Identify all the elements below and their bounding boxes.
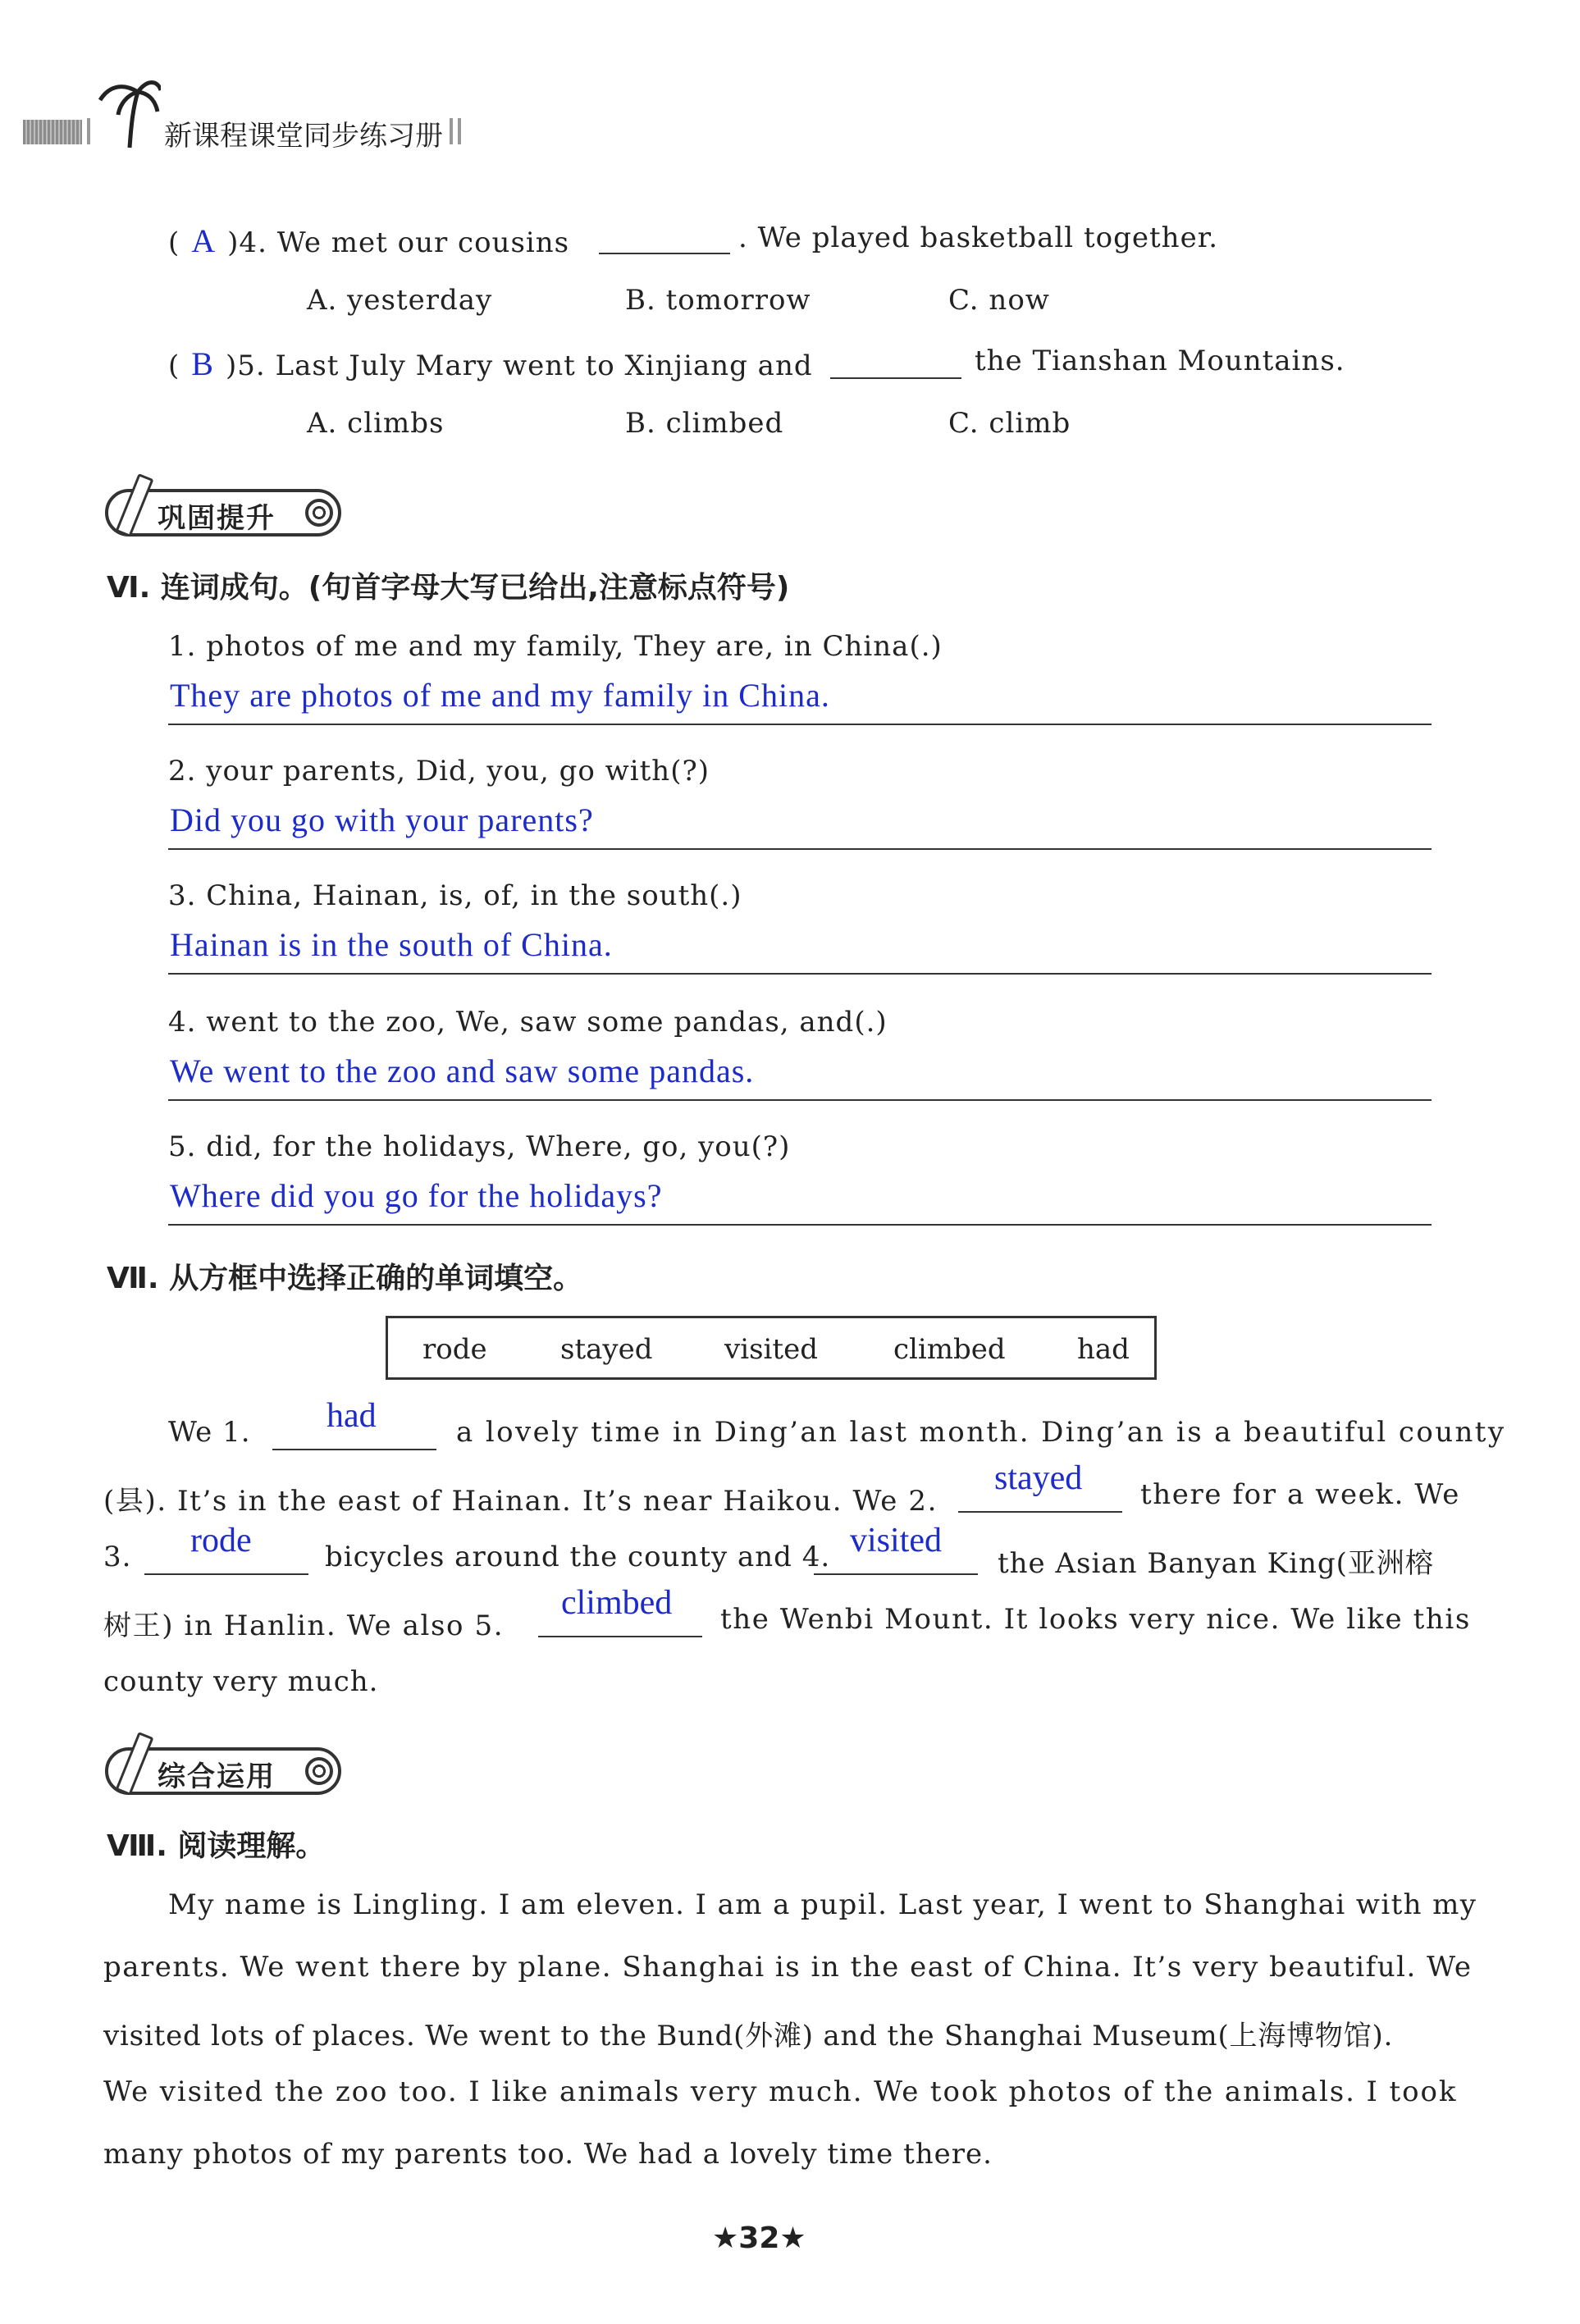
header-divider-right [450,118,453,144]
mc-option: C. climb [948,407,1071,440]
reading-line-5: many photos of my parents too. We had a lovely time there. [103,2138,993,2171]
mc-stem-4-end: . We played basketball together. [738,221,1219,254]
mc-option: B. tomorrow [625,284,811,317]
cloze-answer-5: climbed [561,1584,673,1622]
sentence-prompt-2: 2. your parents, Did, you, go with(?) [168,755,710,788]
mc-item-4: ( A )4. We met our cousins [168,222,570,259]
answer-line [168,724,1432,725]
section-8-title: Ⅷ. 阅读理解。 [107,1829,326,1863]
mc-option: A. yesterday [307,284,493,317]
cloze-text: there for a week. We [1140,1478,1460,1511]
page-number: ★32★ [712,2221,806,2255]
blank-line [814,1573,978,1575]
book-title: 新课程课堂同步练习册 [164,120,443,153]
cloze-answer-4: visited [850,1522,942,1559]
section-badge-apply: 综合运用 [105,1747,341,1795]
cloze-answer-1: had [327,1397,377,1435]
header-bar [23,120,82,144]
mc-answer-5: B [191,345,214,382]
cloze-answer-3: rode [190,1522,252,1559]
mc-stem-5-end: the Tianshan Mountains. [975,345,1345,377]
blank-line [538,1636,702,1637]
blank-line [599,253,730,254]
sentence-answer-2: Did you go with your parents? [170,801,594,838]
sentence-prompt-5: 5. did, for the holidays, Where, go, you(?) [168,1130,791,1163]
word-bank-item: stayed [560,1333,653,1366]
palm-tree-icon [97,75,161,149]
pencil-icon [115,1732,153,1796]
mc-option: C. now [948,284,1050,317]
answer-line [168,848,1432,850]
sentence-answer-5: Where did you go for the holidays? [170,1177,663,1214]
cloze-text: 3. [103,1541,132,1573]
cloze-text: We 1. [168,1416,251,1449]
mc-answer-4: A [191,222,217,259]
header-divider [87,118,90,144]
cloze-text: a lovely time in Ding’an last month. Ding’an is a beautiful county [456,1416,1506,1449]
word-bank-item: rode [422,1333,487,1366]
blank-line [144,1573,308,1575]
section-7-title: Ⅶ. 从方框中选择正确的单词填空。 [107,1262,583,1295]
sentence-answer-1: They are photos of me and my family in China. [170,677,830,714]
sentence-prompt-4: 4. went to the zoo, We, saw some pandas, and(.) [168,1006,888,1039]
answer-line [168,973,1432,975]
sentence-prompt-3: 3. China, Hainan, is, of, in the south(.) [168,879,742,912]
word-bank-item: climbed [893,1333,1006,1366]
pencil-icon [115,473,153,537]
blank-line [830,377,961,379]
blank-line [958,1511,1122,1513]
word-bank-item: had [1077,1333,1130,1366]
word-bank-item: visited [724,1333,818,1366]
header-divider-right-2 [458,118,461,144]
word-bank-box [386,1316,1157,1380]
cloze-answer-2: stayed [994,1459,1083,1497]
reading-line-3: visited lots of places. We went to the Bund(外滩) and the Shanghai Museum(上海博物馆). [103,2020,1394,2052]
section-badge-consolidate: 巩固提升 [105,489,341,536]
answer-line [168,1099,1432,1101]
ring-icon [305,1757,333,1785]
sentence-answer-4: We went to the zoo and saw some pandas. [170,1052,755,1089]
answer-line [168,1224,1432,1226]
sentence-answer-3: Hainan is in the south of China. [170,926,613,963]
sentence-prompt-1: 1. photos of me and my family, They are, in China(.) [168,630,943,663]
cloze-text: the Wenbi Mount. It looks very nice. We like this [720,1603,1471,1636]
section-6-title: Ⅵ. 连词成句。(句首字母大写已给出,注意标点符号) [107,571,790,605]
cloze-text: 树王) in Hanlin. We also 5. [103,1609,505,1642]
mc-option: A. climbs [307,407,445,440]
ring-icon [305,499,333,527]
mc-option: B. climbed [625,407,784,440]
cloze-text: county very much. [103,1665,379,1698]
reading-line-1: My name is Lingling. I am eleven. I am a pupil. Last year, I went to Shanghai with my [168,1888,1477,1921]
cloze-text: (县). It’s in the east of Hainan. It’s near Haikou. We 2. [103,1485,938,1518]
blank-line [272,1449,436,1450]
reading-line-4: We visited the zoo too. I like animals very much. We took photos of the animals. I took [103,2075,1458,2108]
reading-line-2: parents. We went there by plane. Shanghai is in the east of China. It’s very beautiful. We [103,1951,1473,1984]
cloze-text: the Asian Banyan King(亚洲榕 [998,1547,1434,1580]
mc-item-5: ( B )5. Last July Mary went to Xinjiang and [168,345,813,382]
cloze-text: bicycles around the county and 4. [325,1541,831,1573]
